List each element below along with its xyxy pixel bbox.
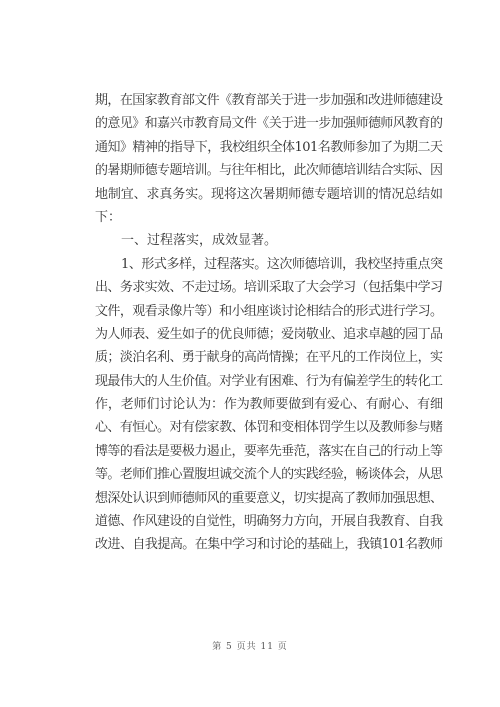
text-line: 的暑期师德专题培训。与往年相比，此次师德培训结合实际、因 [95,163,443,179]
text-line: 心、有恒心。对有偿家教、体罚和变相体罚学生以及教师参与赌 [95,420,443,436]
text-line: 期，在国家教育部文件《教育部关于进一步加强和改进师德建设 [95,93,443,108]
document-body [95,89,443,557]
text-line: 现最伟大的人生价值。对学业有困难、行为有偏差学生的转化工 [95,373,443,389]
text-line: 1、形式多样，过程落实。这次师德培训，我校坚持重点突 [121,256,443,272]
text-line: 的意见》和嘉兴市教育局文件《关于进一步加强师德师风教育的 [95,116,443,132]
text-line: 文件，观看录像片等）和小组座谈讨论相结合的形式进行学习。 [95,303,443,319]
text-line: 一、过程落实，成效显著。 [121,233,278,249]
text-line: 博等的看法是要极力遏止，要率先垂范，落实在自己的行动上等 [95,443,443,459]
text-line: 作，老师们讨论认为：作为教师要做到有爱心、有耐心、有细 [95,397,443,413]
text-line: 出、务求实效、不走过场。培训采取了大会学习（包括集中学习 [95,280,443,296]
text-line: 等。老师们推心置腹坦诚交流个人的实践经验，畅谈体会，从思 [95,467,443,483]
page-number-footer: 第 5 页共 11 页 [212,642,288,652]
text-line: 下： [95,209,122,225]
text-line: 改进、自我提高。在集中学习和讨论的基础上，我镇101名教师 [95,537,443,553]
text-line: 想深处认识到师德师风的重要意义，切实提高了教师加强思想、 [95,490,443,506]
text-line: 通知》精神的指导下，我校组织全体101名教师参加了为期二天 [95,139,443,155]
text-line: 质；淡泊名利、勇于献身的高尚情操；在平凡的工作岗位上，实 [95,350,443,366]
text-line: 为人师表、爱生如子的优良师德；爱岗敬业、追求卓越的园丁品 [95,326,443,342]
text-line: 道德、作风建设的自觉性，明确努力方向，开展自我教育、自我 [95,514,443,530]
text-line: 地制宜、求真务实。现将这次暑期师德专题培训的情况总结如 [95,186,443,202]
